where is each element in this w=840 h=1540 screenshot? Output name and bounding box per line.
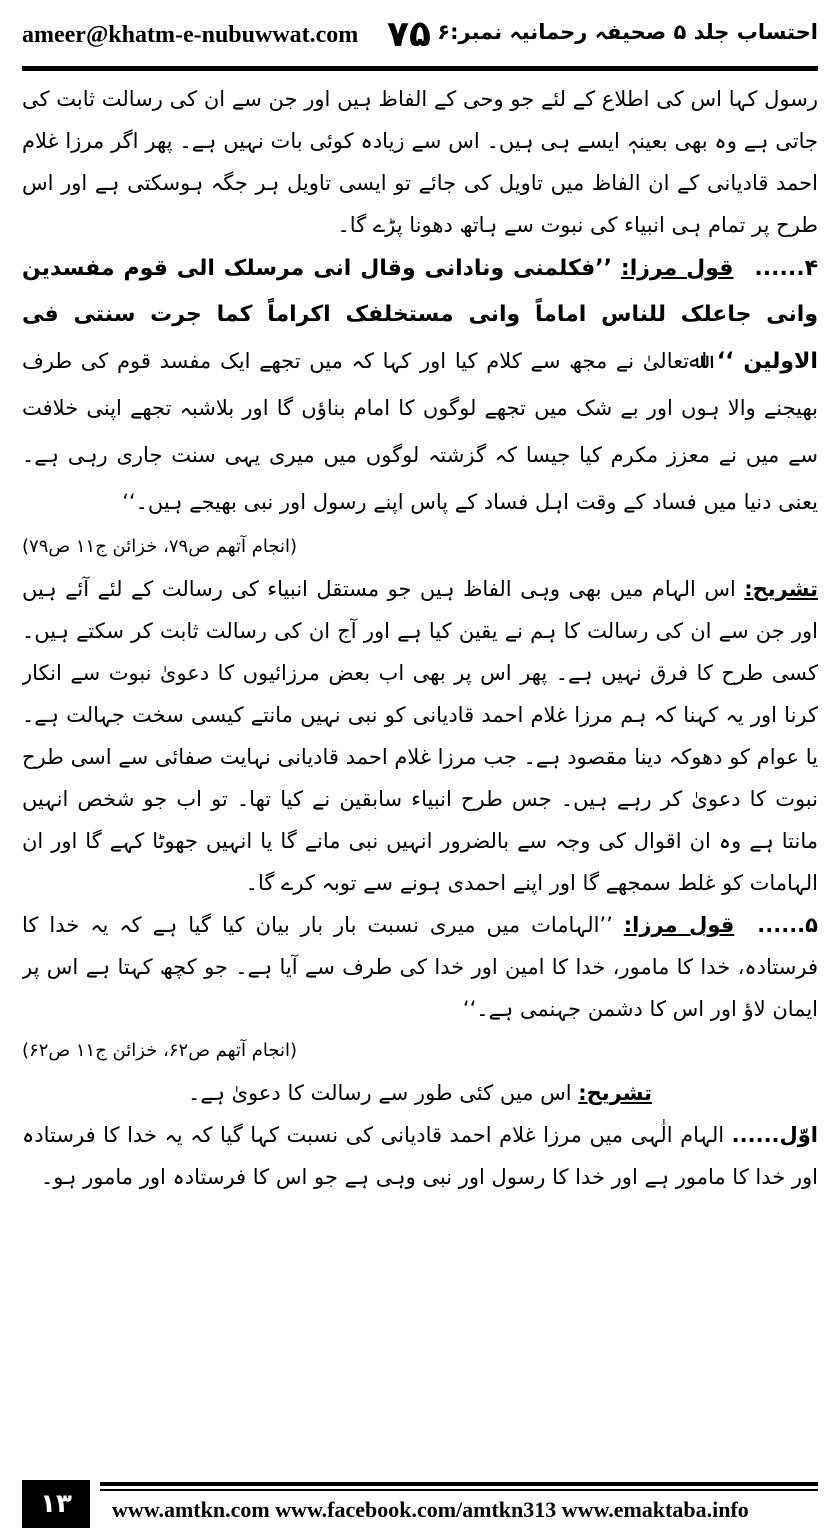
quote-4-urdu: اﷲتعالیٰ نے مجھ سے کلام کیا اور کہا کہ میں تجھے ایک مفسد قوم کی طرف بھیجنے والا ہوں اور بے شک میں تجھے لوگوں کا امام بناؤں گا اور بلاشبہ تجھے اپنی خلافت سے میں نے معزز مکرم کیا جیسا کہ گزشتہ لوگوں میں میری یہی سنت جاری رہی ہے۔ یعنی دنیا میں فساد کے وقت اہل فساد کے پاس اپنے رسول اور نبی بھیجے ہیں۔‘‘ — [22, 349, 818, 514]
quote-5-label: قول مرزا: — [623, 913, 735, 937]
tashreeh-1-text: اس الہام میں بھی وہی الفاظ ہیں جو مستقل انبیاء کی رسالت کے لئے آئے ہیں اور جن سے ان کی رسالت کا ہم نے یقین کیا ہے اور آج ان کی رسالت ثابت کر سکتے ہیں۔ کسی طرح کا فرق نہیں ہے۔ پھر اس پر بھی اب بعض مرزائیوں کا دعویٰ نبوت سے انکار کرنا اور یہ کہنا کہ ہم مرزا غلام احمد قادیانی کو نبی نہیں مانتے کیسی سخت جہالت ہے۔ یا عوام کو دھوکہ دینا مقصود ہے۔ جب مرزا غلام احمد قادیانی نہایت صفائی سے اسی طرح نبوت کا دعویٰ کر رہے ہیں۔ جس طرح انبیاء سابقین نے کیا تھا۔ تو اب جو شخص انہیں مانتا ہے وہ ان اقوال کی وجہ سے بالضرور انہیں نبی مانے گا یا انہیں جھوٹا کہے گا اور ان الہامات کو غلط سمجھے گا اور اپنے احمدی ہونے سے توبہ کرے گا۔ — [22, 577, 818, 895]
quote-5-number: ۵...... — [757, 913, 818, 937]
paragraph-1: رسول کہا اس کی اطلاع کے لئے جو وحی کے الفاظ ہیں اور جن سے ان کی رسالت ثابت کی جاتی ہے وہ بھی بعینہٖ ایسے ہی ہیں۔ اس سے زیادہ کوئی بات نہیں ہے۔ پھر اگر مرزا غلام احمد قادیانی کے ان الفاظ میں تاویل کی جائے تو ایسی تاویل ہر جگہ ہوسکتی ہے اور اس طرح پر تمام ہی انبیاء کی نبوت سے ہاتھ دھونا پڑے گا۔ — [22, 87, 818, 237]
quote-4-number: ۴...... — [754, 256, 818, 281]
footer-rule-thin — [100, 1489, 818, 1491]
page-footer — [22, 1480, 818, 1528]
page-number: ۷۵ — [387, 14, 431, 55]
quote-4 — [22, 246, 818, 526]
quote-4-label: قول مرزا: — [620, 256, 734, 281]
tashreeh-1-label: تشریح: — [744, 577, 818, 601]
header-email: ameer@khatm-e-nubuwwat.com — [22, 22, 359, 48]
tashreeh-2-text: اس میں کئی طور سے رسالت کا دعویٰ ہے۔ — [188, 1081, 572, 1105]
page-header — [22, 14, 818, 62]
running-title: احتساب جلد ۵ صحیفہ رحمانیہ نمبر:۶ — [437, 20, 818, 44]
quote-4-reference: (انجام آتھم ص۷۹، خزائن ج۱۱ ص۷۹) — [22, 536, 297, 557]
awwal-paragraph — [22, 1114, 818, 1198]
tashreeh-1 — [22, 568, 818, 904]
page-body — [22, 78, 818, 1458]
footer-urls: www.amtkn.com www.facebook.com/amtkn313 www.emaktaba.info — [112, 1497, 749, 1522]
quote-4-arabic: ’’فکلمنی ونادانی وقال انی مرسلک الی قوم مفسدین وانی جاعلک للناس اماماً وانی مستخلفک اکراماً کما جرت سنتی فی الاولین ‘‘ — [22, 256, 818, 374]
tashreeh-2-label: تشریح: — [578, 1081, 652, 1105]
awwal-label: اوّل...... — [731, 1123, 818, 1147]
quote-5-text: ’’الہامات میں میری نسبت بار بار بیان کیا گیا ہے کہ یہ خدا کا فرستادہ، خدا کا مامور، خدا کا امین اور خدا کی طرف سے آیا ہے۔ جو کچھ کہتا ہے اس پر ایمان لاؤ اور اس کا دشمن جہنمی ہے۔‘‘ — [22, 913, 818, 1021]
tashreeh-2 — [22, 1072, 818, 1114]
header-rule — [22, 66, 818, 71]
footer-rule-thick — [100, 1482, 818, 1486]
quote-5 — [22, 904, 818, 1030]
quote-5-reference: (انجام آتھم ص۶۲، خزائن ج۱۱ ص۶۲) — [22, 1040, 297, 1061]
footer-number: ۱۳ — [22, 1480, 90, 1528]
awwal-text: الہام الٰہی میں مرزا غلام احمد قادیانی کی نسبت کہا گیا کہ یہ خدا کا فرستادہ اور خدا کا مامور ہے اور خدا کا رسول اور نبی وہی ہے جو اس کا فرستادہ اور مامور ہو۔ — [22, 1123, 818, 1189]
